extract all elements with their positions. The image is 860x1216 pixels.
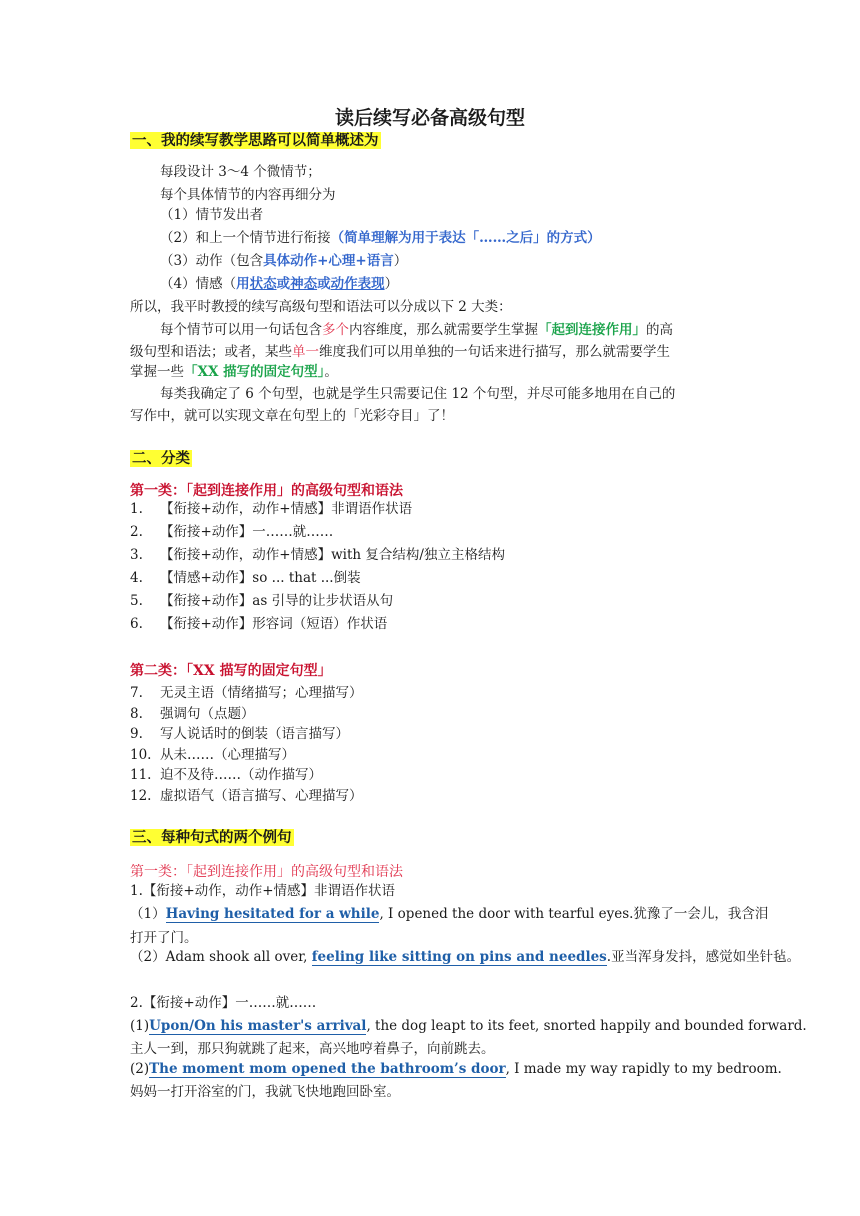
paragraph-line: 写作中，就可以实现文章在句型上的「光彩夺目」了！ [130,408,454,424]
list-item [130,765,322,785]
category-title-2-prefix: 第二类： [130,663,186,679]
list-number: 7. [130,685,143,701]
list-number: 11. [130,767,152,784]
paragraph-line: 每类我确定了 6 个句型，也就是学生只需要记住 12 个句型，并尽可能多地用在自己的 [160,386,676,402]
example-prefix: （2）Adam shook all over, [130,949,312,965]
list-item-text: （4）情感（ [160,276,237,292]
paragraph-line [130,362,338,382]
paragraph-text: 内容维度，那么就需要学生掌握 [349,322,538,338]
paragraph-text: 维度我们可以用单独的一句话来进行描写，那么就需要学生 [319,344,670,360]
list-item [130,614,387,634]
list-item-text: ） [384,276,399,292]
example-highlight: The moment mom opened the bathroom’s door [149,1061,506,1077]
list-text: 【情感+动作】so ... that ...倒装 [160,570,361,586]
list-item [160,228,601,248]
highlight-text: 或 [276,276,291,292]
list-number: 2. [130,524,143,540]
section-heading-2-text: 二、分类 [132,450,190,467]
highlight-text: 「XX 描写的固定句型」 [184,364,325,380]
list-text: 虚拟语气（语言描写、心理描写） [160,788,363,804]
list-item-text: （3）动作（包含 [160,253,264,269]
list-text: 从未……（心理描写） [160,746,295,763]
page-title: 读后续写必备高级句型 [334,107,525,129]
section-heading-1-text: 一、我的续写教学思路可以简单概述为 [132,132,379,149]
list-number: 1. [130,501,143,517]
list-number: 10. [130,746,152,763]
list-text: 【衔接+动作】形容词（短语）作状语 [160,616,388,632]
list-text: 无灵主语（情绪描写；心理描写） [160,685,363,701]
list-text: 写人说话时的倒装（语言描写） [160,726,349,743]
list-number: 8. [130,705,143,722]
list-number: 4. [130,570,143,586]
category-title-2 [130,661,332,681]
paragraph-text: 的高 [646,322,673,338]
highlight-text: 「起到连接作用」 [538,322,646,338]
highlight-text: 或 [317,276,331,292]
highlight-text: 单一 [292,344,319,360]
example-heading: 2.【衔接+动作】一……就…… [130,995,317,1011]
paragraph-text: 级句型和语法；或者，某些 [130,344,292,360]
paragraph-line: 每段设计 3～4 个微情节； [160,164,321,180]
list-item [130,545,505,565]
highlight-text: 神态 [290,276,318,292]
paragraph-text: 每个情节可以用一句话包含 [160,322,322,338]
list-item [130,499,412,519]
list-item [160,274,398,294]
example-sentence: 主人一到，那只狗就跳了起来，高兴地哼着鼻子，向前跳去。 [130,1041,495,1057]
list-item [130,683,363,703]
list-text: 【衔接+动作】一……就…… [160,524,334,540]
section-heading-2 [130,449,192,469]
list-text: 【衔接+动作】as 引导的让步状语从句 [160,593,394,609]
highlight-text: 用 [236,276,250,292]
example-heading: 1.【衔接+动作，动作+情感】非谓语作状语 [130,883,396,899]
list-text: 【衔接+动作，动作+情感】非谓语作状语 [160,501,413,517]
list-item [130,745,295,765]
list-number: 3. [130,547,143,563]
list-text: 【衔接+动作，动作+情感】with 复合结构/独立主格结构 [160,547,505,563]
list-item [130,591,393,611]
paragraph-line: 每个具体情节的内容再细分为 [160,187,336,203]
example-text: , the dog leapt to its feet, snorted happily and bounded forward. [366,1018,807,1034]
list-item [160,251,407,271]
list-number: 9. [130,726,143,743]
example-sentence [130,1059,782,1079]
paragraph-line [160,320,673,340]
category-title-3: 第一类：「起到连接作用」的高级句型和语法 [130,864,403,880]
highlight-text: 状态 [249,276,277,292]
list-item [130,786,363,806]
highlight-text: 具体动作+心理+语言 [263,253,394,269]
list-text: 迫不及待……（动作描写） [160,767,322,784]
paragraph-line [130,342,670,362]
highlight-text: （简单理解为用于表达「……之后」的方式） [330,230,601,246]
section-heading-1 [130,131,381,151]
example-sentence: 妈妈一打开浴室的门，我就飞快地跑回卧室。 [130,1084,400,1100]
example-highlight: feeling like sitting on pins and needles [311,949,607,965]
list-item-text: （2）和上一个情节进行衔接 [160,230,331,246]
list-text: 强调句（点题） [160,705,255,722]
paragraph-text: 掌握一些 [130,364,184,380]
list-item [130,568,361,588]
section-heading-3 [130,828,294,848]
category-title-1: 第一类：「起到连接作用」的高级句型和语法 [130,483,403,499]
list-number: 6. [130,616,143,632]
list-item [130,724,349,744]
list-item-text: ） [393,253,408,269]
example-prefix: (2) [130,1061,150,1077]
example-highlight: Having hesitated for a while [165,906,380,922]
example-text: , I made my way rapidly to my bedroom. [505,1061,782,1077]
example-text: .亚当浑身发抖，感觉如坐针毡。 [606,949,801,965]
paragraph-line: 所以，我平时教授的续写高级句型和语法可以分成以下 2 大类： [130,299,512,315]
section-heading-3-text: 三、每种句式的两个例句 [132,829,292,846]
example-highlight: Upon/On his master's arrival [149,1018,367,1034]
example-sentence: 打开了门。 [130,930,198,946]
paragraph-text: 。 [324,364,338,380]
example-prefix: （1） [130,906,166,922]
highlight-text: 多个 [322,322,349,338]
example-sentence [130,904,768,924]
list-item [130,522,333,542]
example-text: , I opened the door with tearful eyes.犹豫了一会儿，我含泪 [379,906,769,922]
highlight-text: 动作表现 [330,276,385,292]
category-title-2-name: 「XX 描写的固定句型」 [186,663,332,679]
list-item: （1）情节发出者 [160,207,264,223]
list-number: 5. [130,593,143,609]
example-sentence [130,947,800,967]
example-sentence [130,1016,807,1036]
list-number: 12. [130,788,152,804]
list-item [130,704,255,724]
example-prefix: (1) [130,1018,150,1034]
